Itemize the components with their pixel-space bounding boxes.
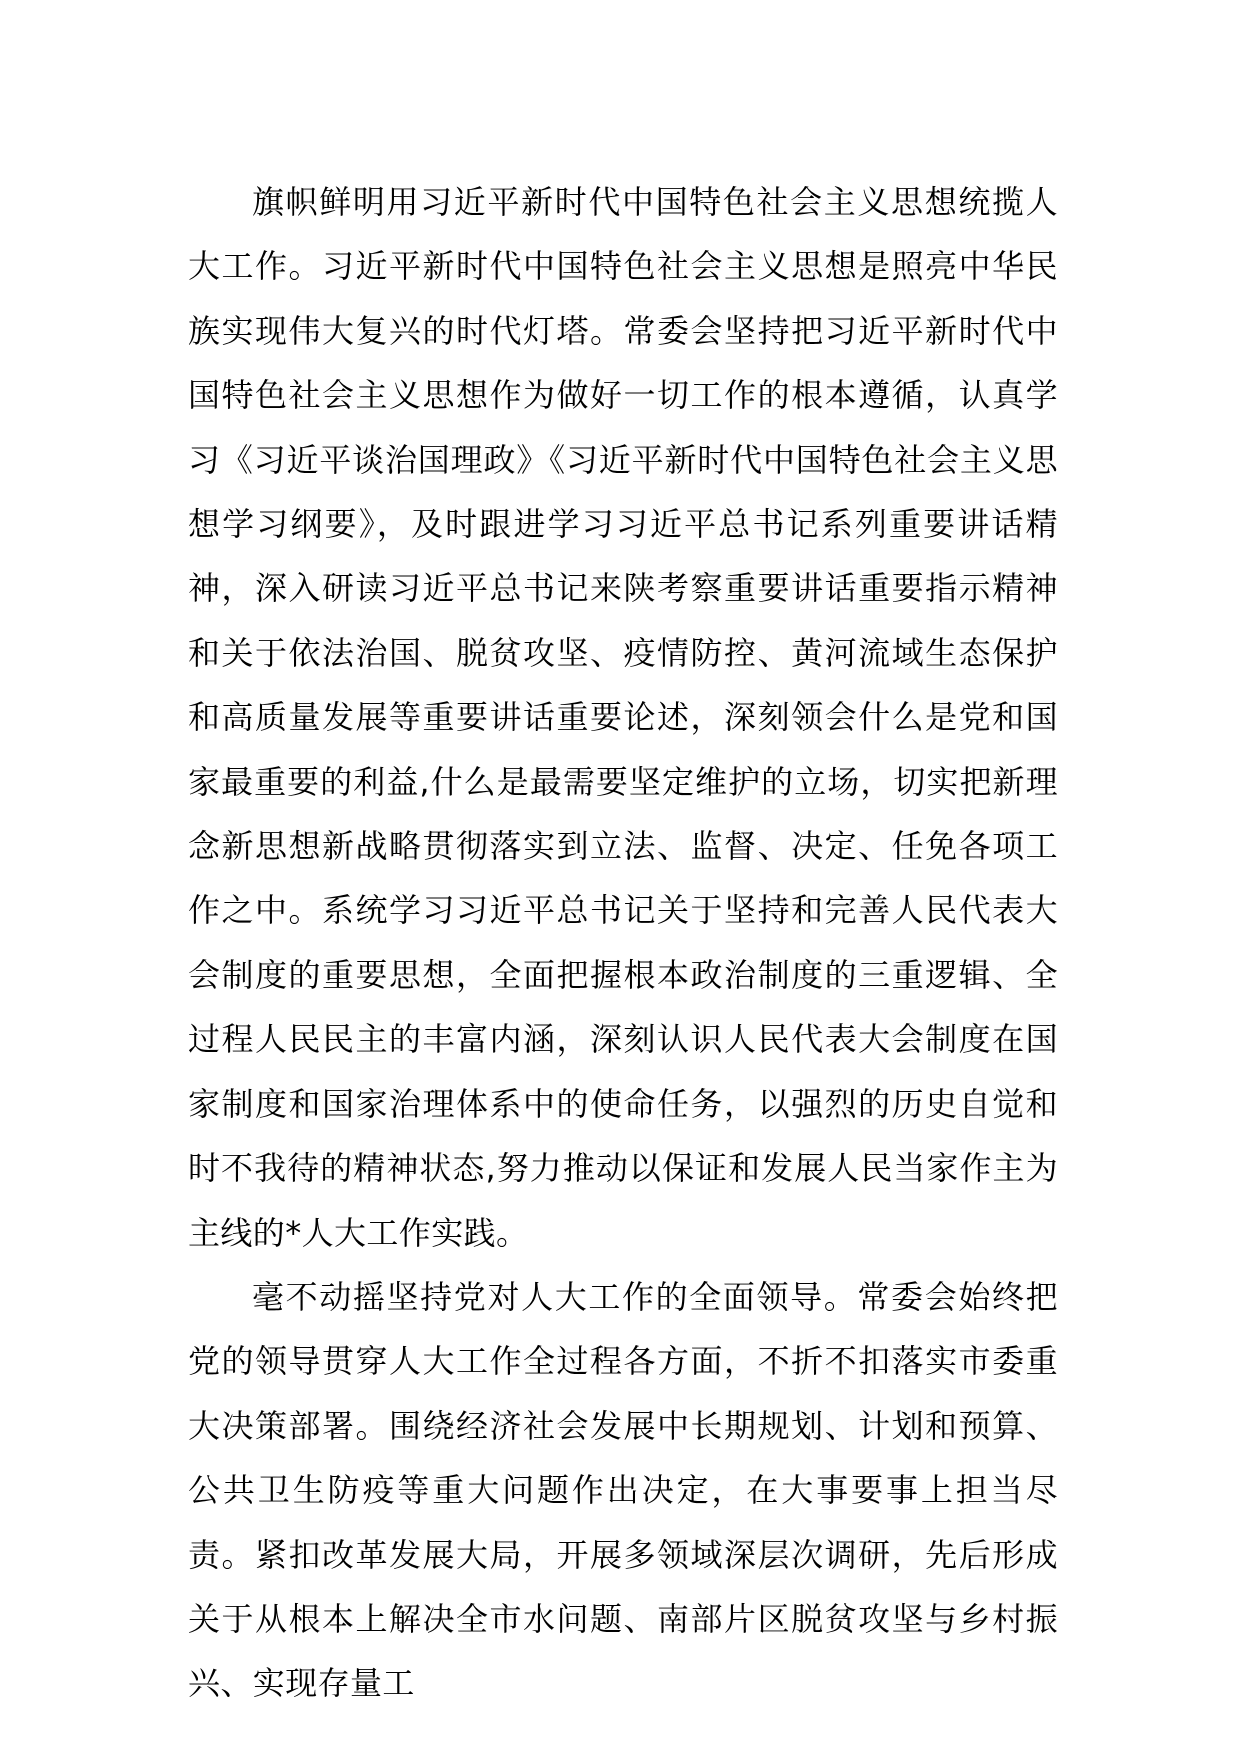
paragraph-2: 毫不动摇坚持党对人大工作的全面领导。常委会始终把党的领导贯穿人大工作全过程各方面，不折不扣落实市委重大决策部署。围绕经济社会发展中长期规划、计划和预算、公共卫生防疫等重大问题作出决定，在大事要事上担当尽责。紧扣改革发展大局，开展多领域深层次调研，先后形成关于从根本上解决全市水问题、南部片区脱贫攻坚与乡村振兴、实现存量工 <box>188 1277 1058 1703</box>
document-body <box>188 170 1058 1716</box>
paragraph-1: 旗帜鲜明用习近平新时代中国特色社会主义思想统揽人大工作。习近平新时代中国特色社会主义思想是照亮中华民族实现伟大复兴的时代灯塔。常委会坚持把习近平新时代中国特色社会主义思想作为做好一切工作的根本遵循，认真学习《习近平谈治国理政》《习近平新时代中国特色社会主义思想学习纲要》，及时跟进学习习近平总书记系列重要讲话精神，深入研读习近平总书记来陕考察重要讲话重要指示精神和关于依法治国、脱贫攻坚、疫情防控、黄河流域生态保护和高质量发展等重要讲话重要论述，深刻领会什么是党和国家最重要的利益,什么是最需要坚定维护的立场，切实把新理念新思想新战略贯彻落实到立法、监督、决定、任免各项工作之中。系统学习习近平总书记关于坚持和完善人民代表大会制度的重要思想，全面把握根本政治制度的三重逻辑、全过程人民民主的丰富内涵，深刻认识人民代表大会制度在国家制度和国家治理体系中的使命任务，以强烈的历史自觉和时不我待的精神状态,努力推动以保证和发展人民当家作主为主线的*人大工作实践。 <box>188 183 1058 1252</box>
